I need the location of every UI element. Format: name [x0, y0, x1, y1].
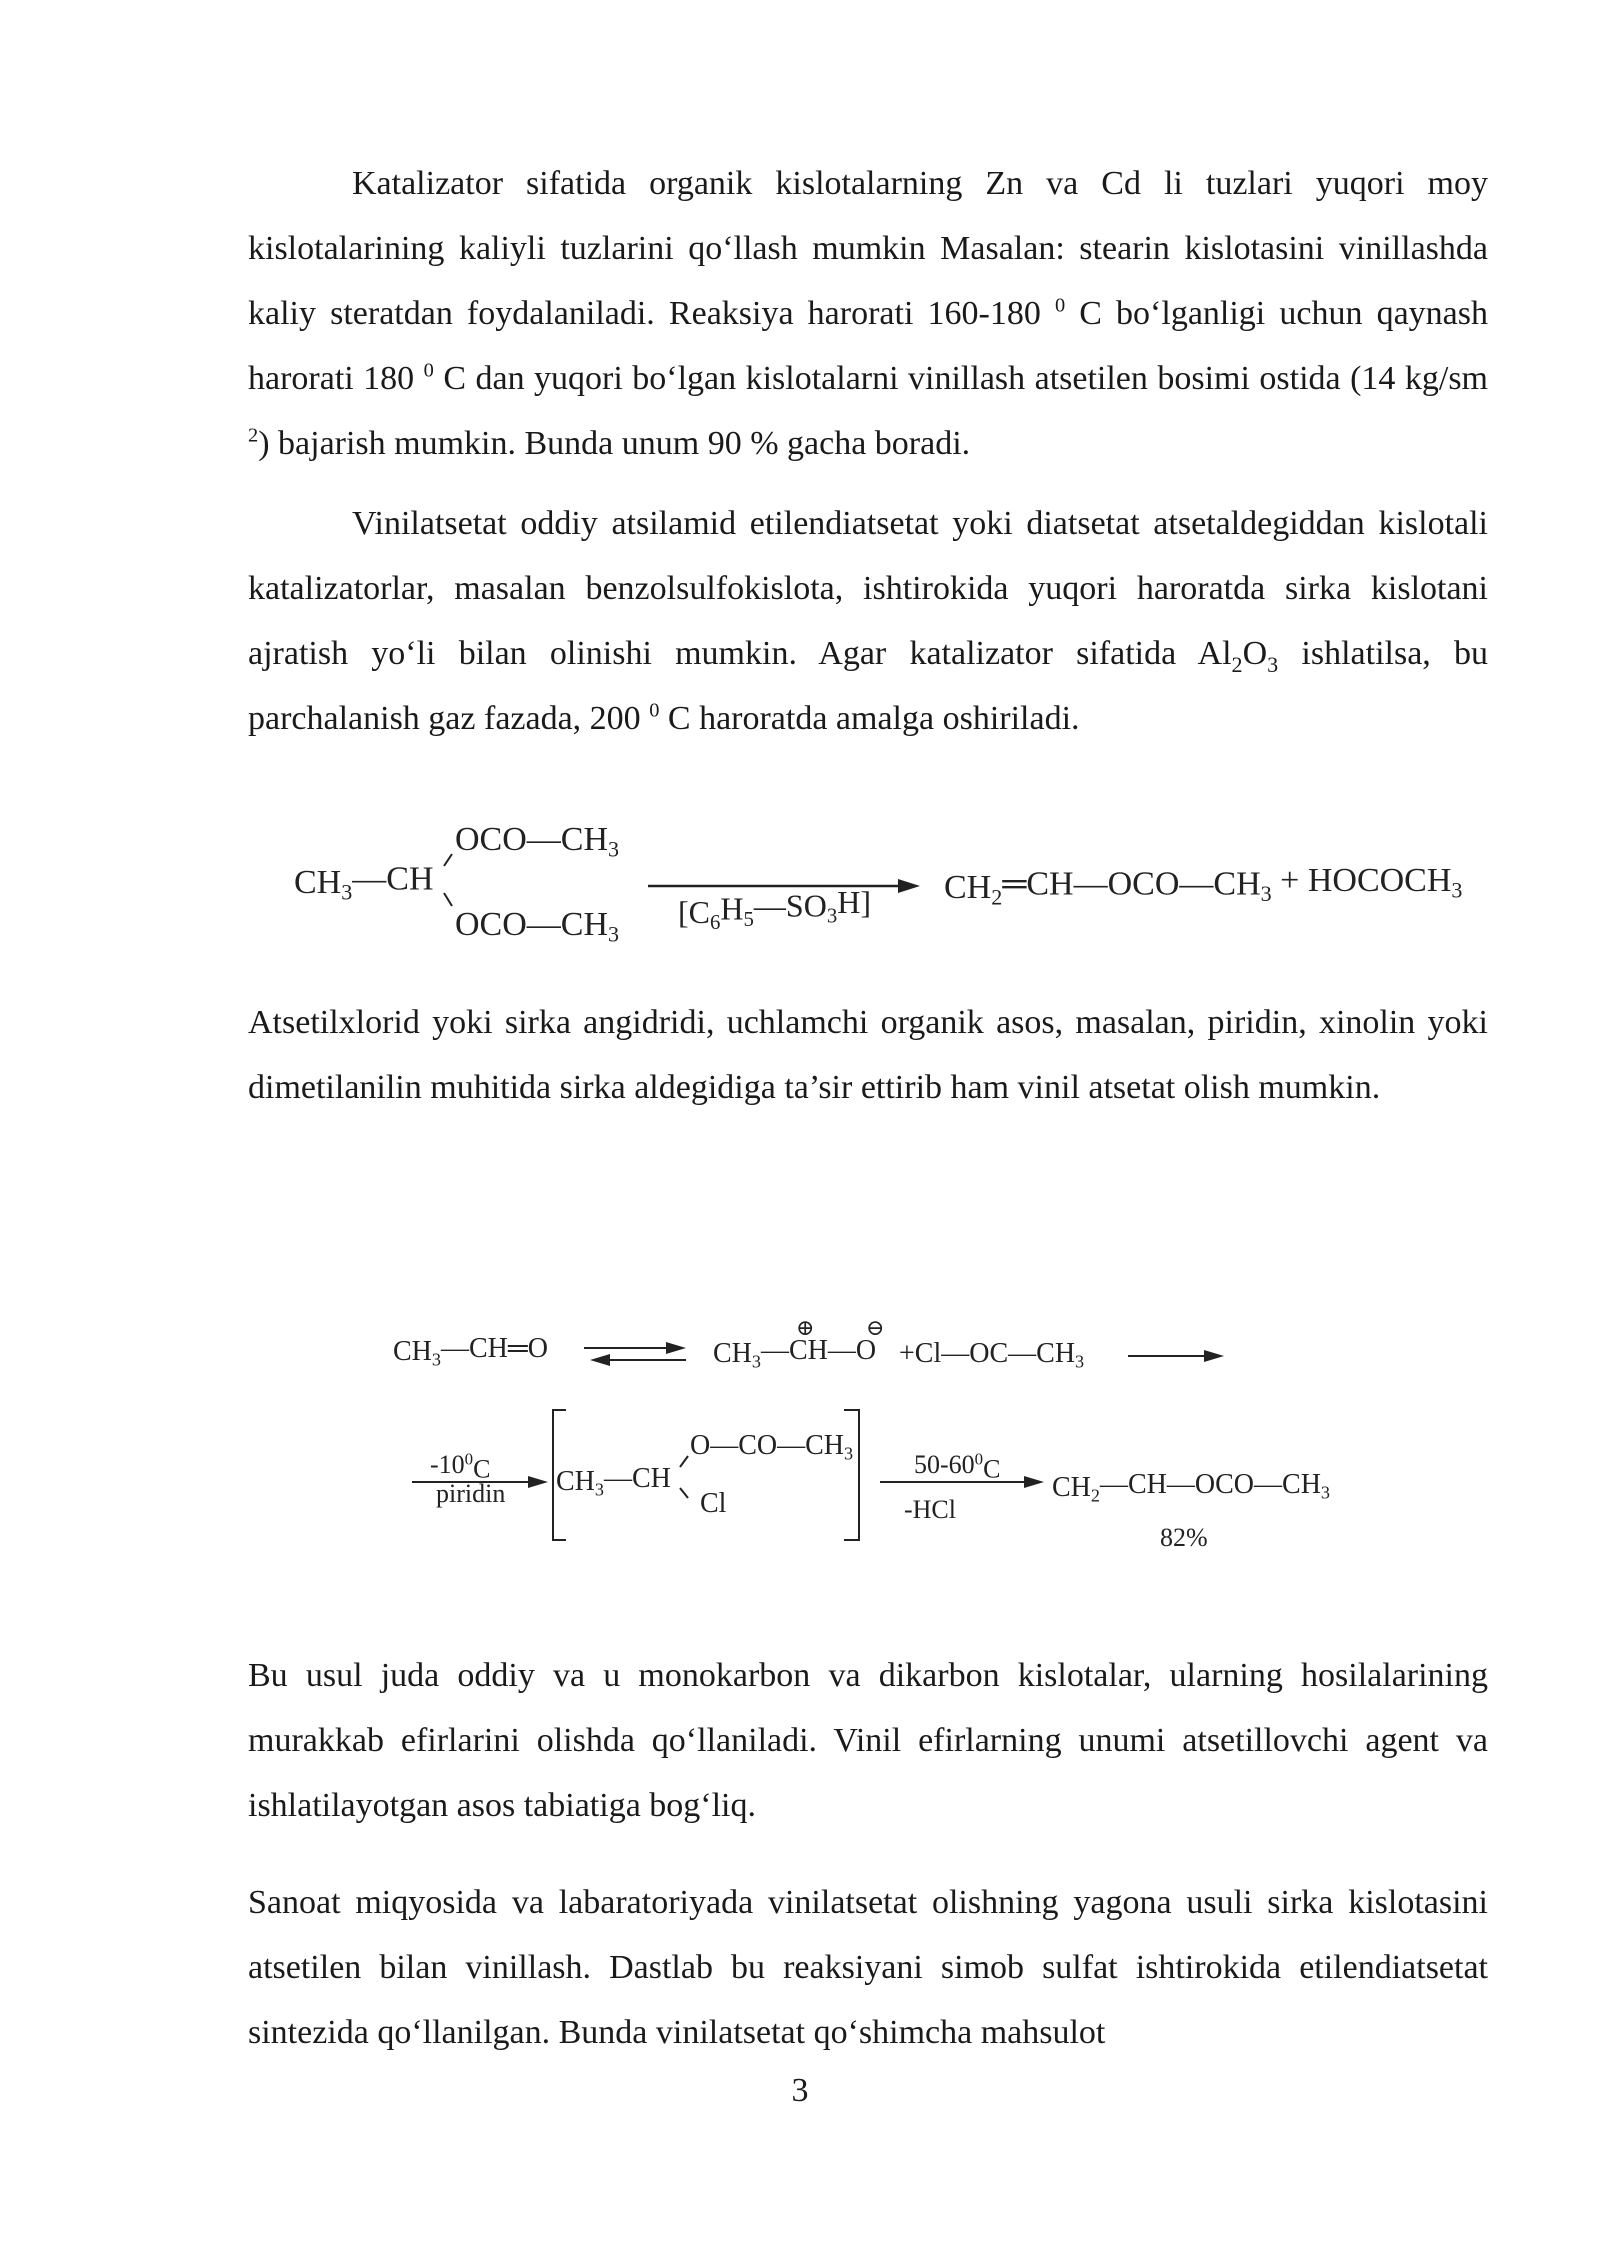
r2-cond-left-bottom: piridin: [436, 1479, 506, 1508]
r2-inter-bottom: Cl: [700, 1488, 727, 1519]
r2-aldehyde: CH3—CH═O: [393, 1333, 548, 1370]
r2-plus-charge: ⊕: [796, 1315, 815, 1340]
r2-inter-main: CH3—CH: [556, 1463, 671, 1500]
r2-inter-top: O—CO—CH3: [690, 1430, 854, 1464]
page-number: 3: [791, 2072, 809, 2109]
r2-minus-charge: ⊖: [866, 1315, 885, 1340]
r1-branch-bottom: OCO—CH3: [455, 906, 620, 947]
r1-branch-top: OCO—CH3: [455, 821, 620, 862]
paragraph-2: Vinilatsetat oddiy atsilamid etilendiatsetat yoki diatsetat atsetaldegiddan kislotali katalizatorlar, masalan benzolsulfokislota, ishtirokida yuqori haroratda sirka kislotani ajratish yo‘li bilan olinishi mumkin. Agar katalizator sifatida $Al_2O_3$ ishlatilsa, bu parchalanish gaz fazada, 200 $^0$ C haroratda amalga oshiriladi.: [248, 505, 1488, 737]
r2-cond-left-top: $-10^0C$: [430, 1449, 491, 1484]
paragraph-4: Bu usul juda oddiy va u monokarbon va dikarbon kislotalar, ularning hosilalarining murakkab efirlarini olishda qo‘llaniladi. Vinil efirlarning unumi atsetillovchi agent va ishlatilayotgan asos tabiatiga bog‘liq.: [248, 1657, 1488, 1824]
r2-zwitterion: CH3—CH—O: [713, 1335, 877, 1372]
r2-chloride: +Cl—OC—CH3: [899, 1338, 1085, 1372]
r2-cond-right-bottom: -HCl: [904, 1495, 956, 1524]
r1-catalyst: [C6H5—SO3H]: [678, 883, 871, 935]
paragraph-1: Katalizator sifatida organik kislotalarning Zn va Cd li tuzlari yuqori moy kislotalarining kaliyli tuzlarini qo‘llash mumkin Masalan: stearin kislotasini vinillashda kaliy steratdan foydalaniladi. Reaksiya harorati 160-180 $^0$ C bo‘lganligi uchun qaynash harorati 180 $^0$ C dan yuqori bo‘lgan kislotalarni vinillash atsetilen bosimi ostida (14 kg/sm $^2$) bajarish mumkin. Bunda unum 90 % gacha boradi.: [248, 165, 1488, 462]
paragraph-3: Atsetilxlorid yoki sirka angidridi, uchlamchi organik asos, masalan, piridin, xinolin yoki dimetilanilin muhitida sirka aldegidiga ta’sir ettirib ham vinil atsetat olish mumkin.: [248, 1004, 1488, 1106]
r2-yield: 82%: [1160, 1523, 1208, 1552]
paragraph-5: Sanoat miqyosida va labaratoriyada vinilatsetat olishning yagona usuli sirka kislotasini atsetilen bilan vinillash. Dastlab bu reaksiyani simob sulfat ishtirokida etilendiatsetat sintezida qo‘llanilgan. Bunda vinilatsetat qo‘shimcha mahsulot: [248, 1884, 1488, 2051]
r2-cond-right-top: $50-60^0C$: [914, 1449, 1001, 1484]
r1-products: CH2═CH—OCO—CH3 + HOCOCH3: [944, 861, 1463, 910]
r1-reactant-main: CH3—CH: [294, 860, 434, 905]
r2-product: CH2—CH—OCO—CH3: [1052, 1469, 1331, 1506]
